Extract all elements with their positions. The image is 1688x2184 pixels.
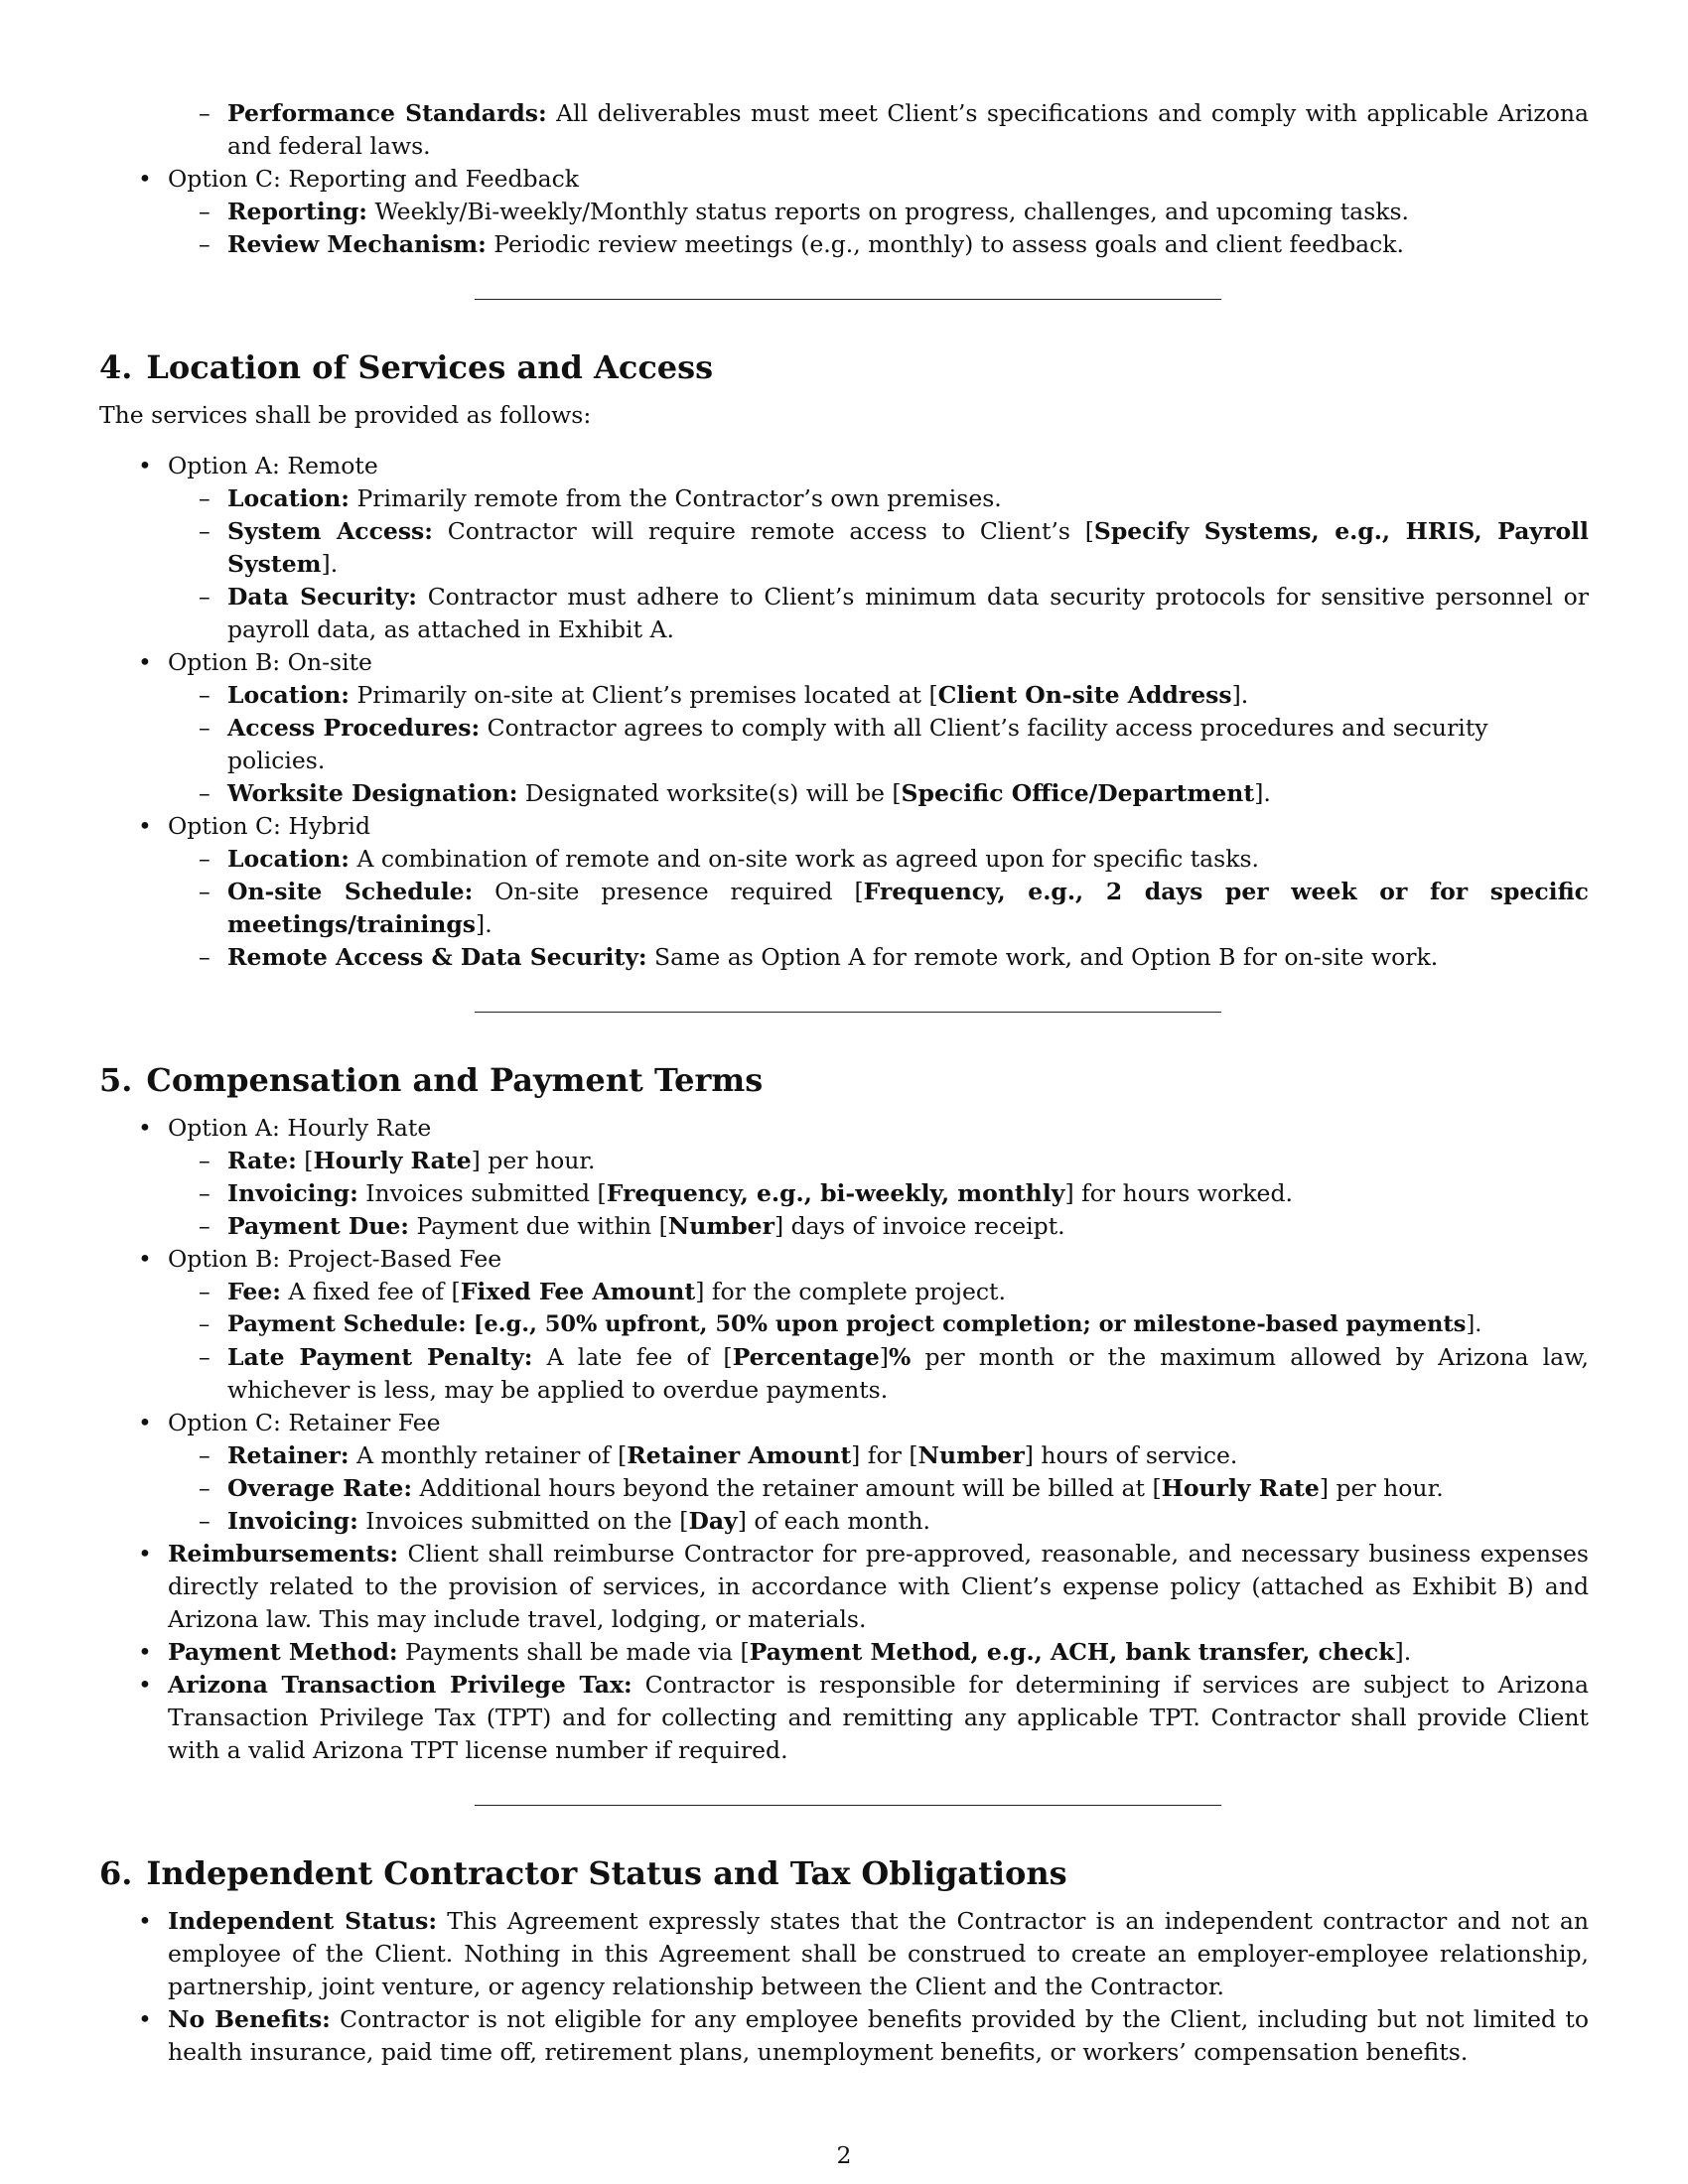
section-3-continuation bbox=[99, 97, 1589, 261]
list-item: – Location: Primarily on-site at Client’s premises located at [Client On-site Address]. bbox=[199, 681, 1249, 709]
list-item: – Rate: [Hourly Rate] per hour. bbox=[199, 1147, 596, 1174]
section-4-heading: 4. Location of Services and Access bbox=[99, 348, 714, 386]
list-item: • Reimbursements: Client shall reimburse Contractor for pre-approved, reasonable, and necessary business expenses directly related to the provision of services, in accordance with Client’s expense policy (attached as Exhibit B) and Arizona law. This may include travel, lodging, or materials. bbox=[138, 1540, 1589, 1633]
list-item: – System Access: Contractor will require remote access to Client’s [Specify Systems, e.g., HRIS, Payroll System]. bbox=[199, 517, 1589, 578]
list-item: – Invoicing: Invoices submitted [Frequency, e.g., bi-weekly, monthly] for hours worked. bbox=[199, 1179, 1293, 1207]
list-item: • Option B: On-site bbox=[138, 648, 372, 676]
document-page bbox=[99, 97, 1589, 2069]
list-item: • Arizona Transaction Privilege Tax: Contractor is responsible for determining if services are subject to Arizona Transaction Privilege Tax (TPT) and for collecting and remitting any applicable TPT. Contractor shall provide Client with a valid Arizona TPT license number if required. bbox=[138, 1671, 1590, 1764]
list-item: – Payment Schedule: [e.g., 50% upfront, 50% upon project completion; or milestone-based payments]. bbox=[199, 1311, 1482, 1337]
list-item: • Option C: Retainer Fee bbox=[138, 1409, 441, 1436]
list-item: – Location: Primarily remote from the Contractor’s own premises. bbox=[199, 484, 1002, 512]
section-6-list bbox=[99, 1905, 1589, 2069]
list-item: – On-site Schedule: On-site presence required [Frequency, e.g., 2 days per week or for specific meetings/trainings]. bbox=[199, 878, 1589, 938]
list-item: – Access Procedures: Contractor agrees to comply with all Client’s facility access procedures and security policies. bbox=[199, 714, 1488, 774]
section-divider bbox=[475, 299, 1221, 300]
list-item: • Option A: Hourly Rate bbox=[138, 1114, 432, 1142]
list-item: • Payment Method: Payments shall be made via [Payment Method, e.g., ACH, bank transfer, check]. bbox=[138, 1638, 1412, 1666]
list-item: • Option A: Remote bbox=[138, 452, 378, 479]
list-item: – Retainer: A monthly retainer of [Retainer Amount] for [Number] hours of service. bbox=[199, 1441, 1238, 1469]
section-5-list bbox=[99, 1112, 1589, 1767]
list-item: – Worksite Designation: Designated worksite(s) will be [Specific Office/Department]. bbox=[199, 779, 1271, 807]
list-item: – Fee: A fixed fee of [Fixed Fee Amount] for the complete project. bbox=[199, 1278, 1006, 1305]
list-item: • Option C: Hybrid bbox=[138, 812, 370, 840]
list-item: – Review Mechanism: Periodic review meetings (e.g., monthly) to assess goals and client feedback. bbox=[199, 230, 1405, 258]
section-divider bbox=[475, 1012, 1221, 1013]
section-5-heading: 5. Compensation and Payment Terms bbox=[99, 1061, 764, 1099]
section-4-list bbox=[99, 450, 1589, 974]
list-item: • Option B: Project-Based Fee bbox=[138, 1245, 502, 1273]
list-item: – Reporting: Weekly/Bi-weekly/Monthly status reports on progress, challenges, and upcoming tasks. bbox=[199, 198, 1410, 225]
list-item: – Remote Access & Data Security: Same as Option A for remote work, and Option B for on-site work. bbox=[199, 943, 1439, 971]
list-item: – Payment Due: Payment due within [Number] days of invoice receipt. bbox=[199, 1212, 1065, 1240]
list-item: – Location: A combination of remote and on-site work as agreed upon for specific tasks. bbox=[199, 845, 1259, 873]
list-item: • No Benefits: Contractor is not eligible for any employee benefits provided by the Client, including but not limited to health insurance, paid time off, retirement plans, unemployment benefits, or workers’ compensation benefits. bbox=[138, 2005, 1589, 2066]
section-4-intro: The services shall be provided as follows: bbox=[99, 401, 592, 429]
list-item: – Data Security: Contractor must adhere to Client’s minimum data security protocols for sensitive personnel or payroll data, as attached in Exhibit A. bbox=[199, 583, 1589, 643]
list-item: – Performance Standards: All deliverables must meet Client’s specifications and comply with applicable Arizona and federal laws. bbox=[199, 99, 1589, 160]
list-item: • Option C: Reporting and Feedback bbox=[138, 165, 580, 193]
list-item: – Late Payment Penalty: A late fee of [Percentage]% per month or the maximum allowed by Arizona law, whichever is less, may be applied to overdue payments. bbox=[199, 1343, 1589, 1404]
page-number: 2 bbox=[836, 2141, 852, 2169]
list-item: – Invoicing: Invoices submitted on the [Day] of each month. bbox=[199, 1507, 930, 1535]
list-item: – Overage Rate: Additional hours beyond the retainer amount will be billed at [Hourly Rate] per hour. bbox=[199, 1474, 1444, 1502]
section-6-heading: 6. Independent Contractor Status and Tax Obligations bbox=[99, 1854, 1067, 1892]
list-item: • Independent Status: This Agreement expressly states that the Contractor is an independent contractor and not an employee of the Client. Nothing in this Agreement shall be construed to create an employer-employee relationship, partnership, joint venture, or agency relationship between the Client and the Contractor. bbox=[138, 1907, 1589, 2000]
section-divider bbox=[475, 1805, 1221, 1806]
